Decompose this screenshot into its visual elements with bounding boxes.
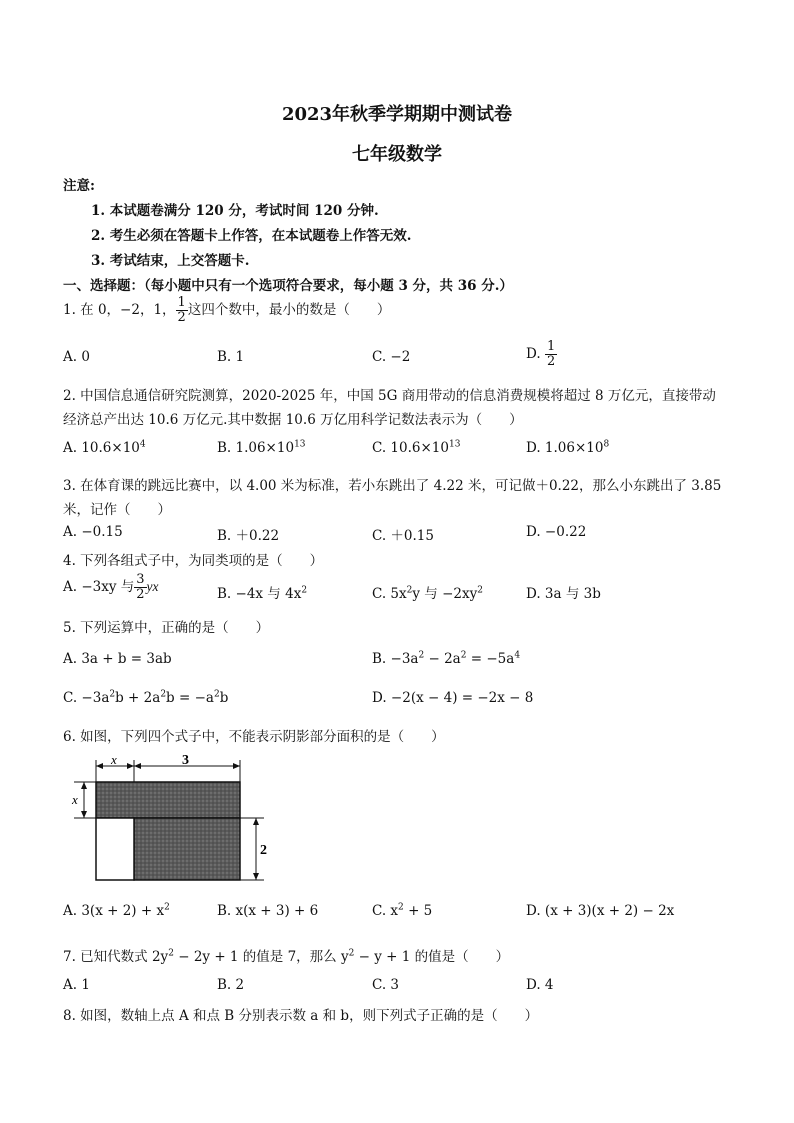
fig-label-3: 3 bbox=[182, 753, 189, 768]
q7-option-a: A. 1 bbox=[63, 977, 90, 993]
q1-text-pre: 1. 在 0，−2，1， bbox=[63, 302, 176, 318]
question-6: 6. 如图，下列四个式子中，不能表示阴影部分面积的是（ ） bbox=[63, 729, 445, 745]
q7-option-b: B. 2 bbox=[217, 977, 245, 993]
q1-fraction: $\frac{1}{2}$ bbox=[177, 295, 186, 325]
fig-label-x-left: x bbox=[72, 792, 78, 807]
shaded-top-strip bbox=[96, 782, 240, 818]
q2-option-b: B. $1.06\times 10^{13}$ bbox=[217, 439, 306, 456]
section1-heading: 一、选择题：（每小题中只有一个选项符合要求，每小题 3 分，共 36 分.） bbox=[63, 278, 513, 294]
q7-option-c: C. 3 bbox=[372, 977, 400, 993]
q4-option-c: C. $5x^2y$ 与 $-2xy^2$ bbox=[372, 585, 483, 602]
q3-option-c: C. ＋0.15 bbox=[372, 528, 434, 544]
q5-option-c: C. $-3a^2b + 2a^2b = -a^2b$ bbox=[63, 689, 229, 706]
q3-option-a: A. −0.15 bbox=[63, 524, 123, 540]
notes-label: 注意: bbox=[63, 178, 95, 194]
q5-option-b: B. $-3a^2 - 2a^2 = -5a^4$ bbox=[372, 650, 521, 667]
q1-option-a: A. 0 bbox=[63, 349, 90, 365]
q2-option-d: D. $1.06\times 10^8$ bbox=[526, 439, 610, 456]
note-item-2: 2. 考生必须在答题卡上作答，在本试题卷上作答无效. bbox=[91, 228, 412, 244]
q1-option-b: B. 1 bbox=[217, 349, 245, 365]
exam-subtitle: 七年级数学 bbox=[352, 144, 442, 165]
q5-option-a: A. 3a + b = 3ab bbox=[63, 651, 172, 667]
q1-option-c: C. −2 bbox=[372, 349, 411, 365]
q7-option-d: D. 4 bbox=[526, 977, 554, 993]
question-2-line-1: 2. 中国信息通信研究院测算，2020-2025 年，中国 5G 商用带动的信息消费规模将超过 8 万亿元，直接带动 bbox=[63, 388, 716, 404]
shaded-bottom-block bbox=[134, 818, 240, 880]
q1-text-post: 这四个数中，最小的数是（ ） bbox=[187, 302, 391, 318]
q1-option-d: D. $\frac{1}{2}$ bbox=[526, 339, 556, 369]
question-3-line-2: 米，记作（ ） bbox=[63, 502, 171, 518]
q6-diagram bbox=[70, 752, 270, 887]
question-1 bbox=[63, 296, 390, 325]
q6-option-b: B. x(x + 3) + 6 bbox=[217, 903, 319, 919]
q6-figure bbox=[70, 752, 270, 887]
q3-option-d: D. −0.22 bbox=[526, 524, 587, 540]
unshaded-square bbox=[96, 818, 134, 880]
q4-option-a: A. −3xy 与 $\frac{3}{2}$ yx bbox=[63, 572, 159, 602]
q4-option-d: D. 3a 与 3b bbox=[526, 586, 601, 602]
fig-label-x-top: x bbox=[111, 752, 117, 767]
q5-option-d: D. −2(x − 4) = −2x − 8 bbox=[372, 690, 534, 706]
q6-option-c: C. $x^2 + 5$ bbox=[372, 902, 433, 919]
q2-option-c: C. $10.6\times 10^{13}$ bbox=[372, 439, 461, 456]
q6-option-d: D. (x + 3)(x + 2) − 2x bbox=[526, 903, 675, 919]
question-7: 7. 已知代数式 $2y^2 - 2y + 1$ 的值是 7，那么 $y^2 - y + 1$ 的值是（ ） bbox=[63, 948, 510, 965]
q3-option-b: B. ＋0.22 bbox=[217, 528, 280, 544]
exam-title: 2023年秋季学期期中测试卷 bbox=[281, 104, 513, 125]
question-3-line-1: 3. 在体育课的跳远比赛中，以 4.00 米为标准，若小东跳出了 4.22 米，可记做＋0.22，那么小东跳出了 3.85 bbox=[63, 478, 722, 494]
q6-option-a: A. $3(x + 2) + x^2$ bbox=[63, 902, 170, 919]
question-5: 5. 下列运算中，正确的是（ ） bbox=[63, 620, 270, 636]
q4-option-b: B. −4x 与 $4x^2$ bbox=[217, 585, 308, 602]
q2-option-a: A. $10.6\times 10^4$ bbox=[63, 439, 146, 456]
question-4: 4. 下列各组式子中，为同类项的是（ ） bbox=[63, 553, 324, 569]
question-2-line-2: 经济总产出达 10.6 万亿元.其中数据 10.6 万亿用科学记数法表示为（ ） bbox=[63, 412, 523, 428]
fig-label-2: 2 bbox=[260, 843, 267, 858]
note-item-3: 3. 考试结束，上交答题卡. bbox=[91, 253, 250, 269]
note-item-1: 1. 本试题卷满分 120 分，考试时间 120 分钟. bbox=[91, 203, 379, 219]
question-8: 8. 如图，数轴上点 A 和点 B 分别表示数 a 和 b，则下列式子正确的是（ ） bbox=[63, 1008, 539, 1024]
